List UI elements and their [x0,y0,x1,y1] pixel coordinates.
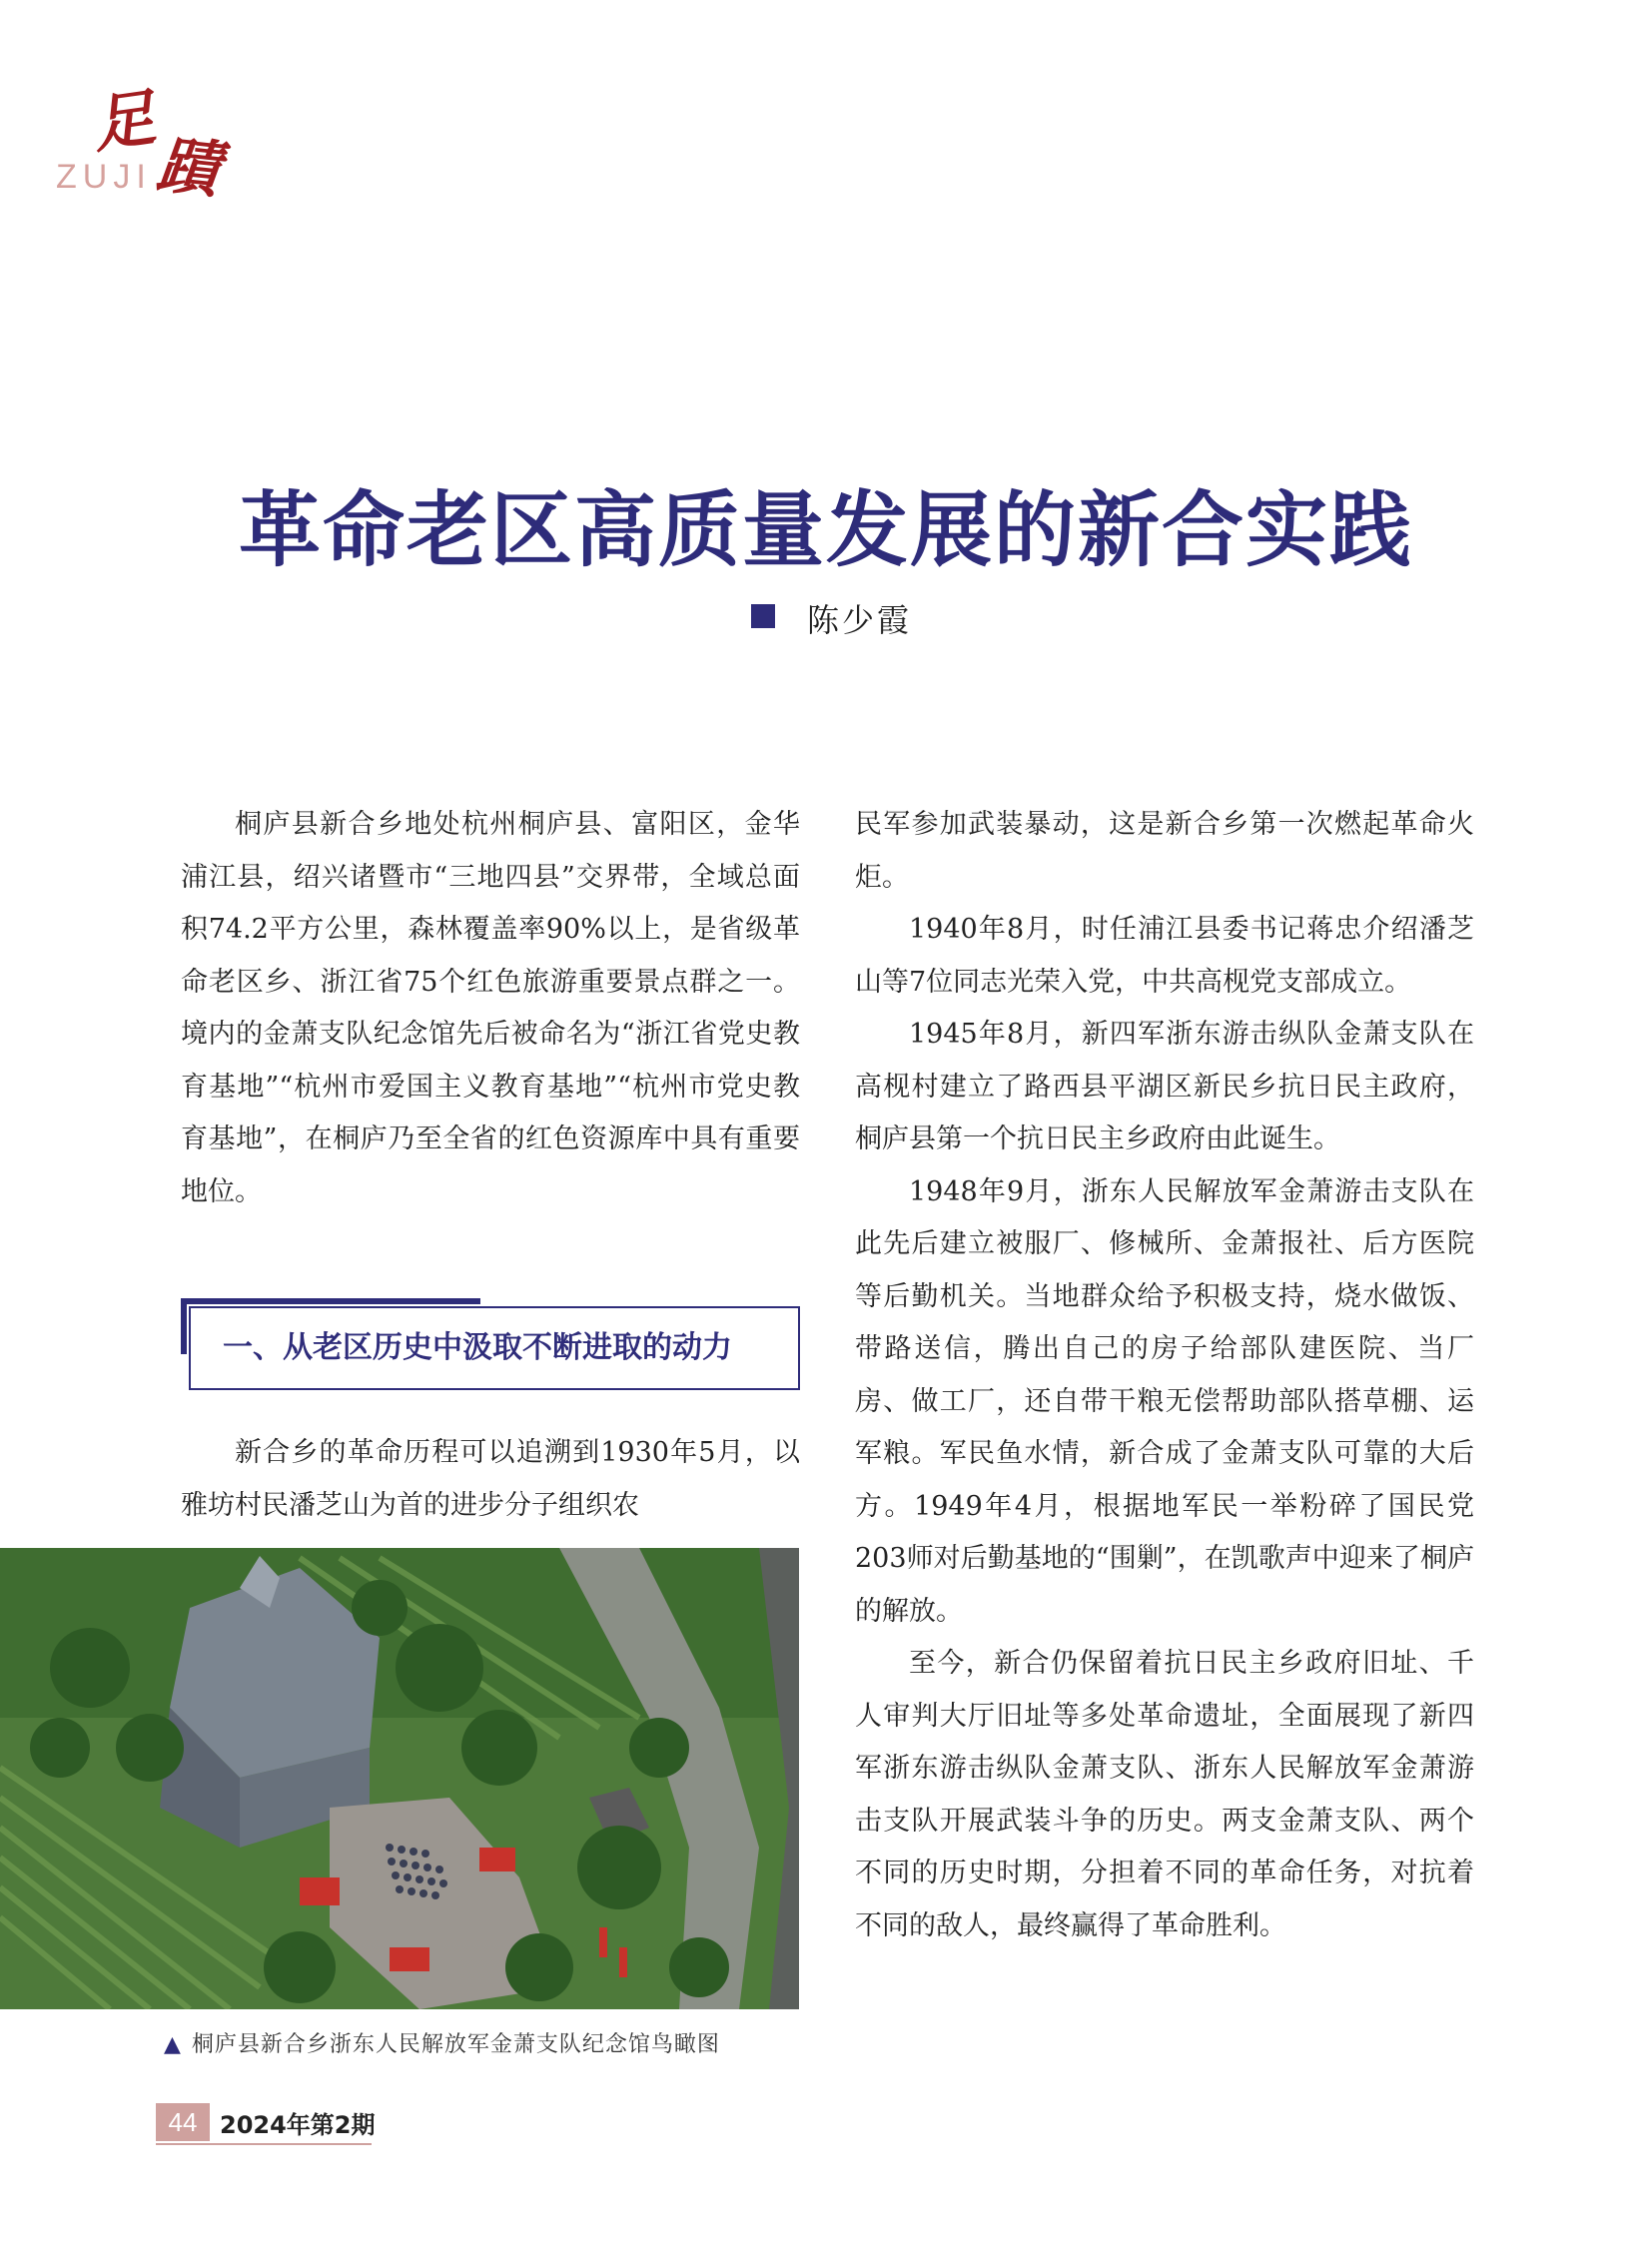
right-column [855,799,1474,1952]
right-paragraph-1948: 1948年9月，浙东人民解放军金萧游击支队在此先后建立被服厂、修械所、金萧报社、后方医院等后勤机关。当地群众给予积极支持，烧水做饭、带路送信，腾出自己的房子给部队建医院、当厂房、做工厂，还自带干粮无偿帮助部队搭草棚、运军粮。军民鱼水情，新合成了金萧支队可靠的大后方。1949年4月，根据地军民一举粉碎了国民党203师对后勤基地的“围剿”，在凯歌声中迎来了桐庐的解放。 [855,1175,1474,1627]
history-paragraph-start: 新合乡的革命历程可以追溯到1930年5月，以雅坊村民潘芝山为首的进步分子组织农 [181,1437,800,1521]
memorial-aerial-photo [0,1548,799,2009]
author-marker [751,604,775,628]
logo-latin: ZUJI [56,158,152,196]
article-title: 革命老区高质量发展的新合实践 [238,482,1413,578]
section-heading-accent-left [181,1298,187,1354]
right-paragraph-continued: 民军参加武装暴动，这是新合乡第一次燃起革命火炬。 [855,809,1474,893]
section-heading-box [181,1298,800,1390]
caption-triangle-icon: ▲ [164,2032,182,2057]
photo-caption-text: 桐庐县新合乡浙东人民解放军金萧支队纪念馆鸟瞰图 [191,2032,720,2057]
aerial-photo-illustration [0,1548,799,2009]
right-paragraph-1945: 1945年8月，新四军浙东游击纵队金萧支队在高枧村建立了路西县平湖区新民乡抗日民主政府，桐庐县第一个抗日民主乡政府由此诞生。 [855,1019,1474,1154]
intro-paragraph: 桐庐县新合乡地处杭州桐庐县、富阳区，金华浦江县，绍兴诸暨市“三地四县”交界带，全域总面积74.2平方公里，森林覆盖率90%以上，是省级革命老区乡、浙江省75个红色旅游重要景点群之一。境内的金萧支队纪念馆先后被命名为“浙江省党史教育基地”“杭州市爱国主义教育基地”“杭州市党史教育基地”，在桐庐乃至全省的红色资源库中具有重要地位。 [181,809,800,1207]
logo-char-zu: 足 [87,80,160,162]
left-column-continued [181,1427,800,1532]
right-paragraph-1940: 1940年8月，时任浦江县委书记蒋忠介绍潘芝山等7位同志光荣入党，中共高枧党支部成立。 [855,914,1474,998]
section-heading-accent-top [181,1298,480,1304]
page-number: 44 [156,2103,210,2141]
footer-divider [156,2143,372,2145]
intro-column [181,799,800,1218]
issue-label: 2024年第2期 [220,2111,376,2139]
section-heading-text: 一、从老区历史中汲取不断进取的动力 [223,1330,732,1365]
logo-char-ji: 蹟 [153,127,224,208]
right-paragraph-today: 至今，新合仍保留着抗日民主乡政府旧址、千人审判大厅旧址等多处革命遗址，全面展现了新四军浙东游击纵队金萧支队、浙东人民解放军金萧游击支队开展武装斗争的历史。两支金萧支队、两个不同的历史时期，分担着不同的革命任务，对抗着不同的敌人，最终赢得了革命胜利。 [855,1648,1474,1941]
author-name: 陈少霞 [807,601,913,639]
photo-caption [164,2027,720,2058]
